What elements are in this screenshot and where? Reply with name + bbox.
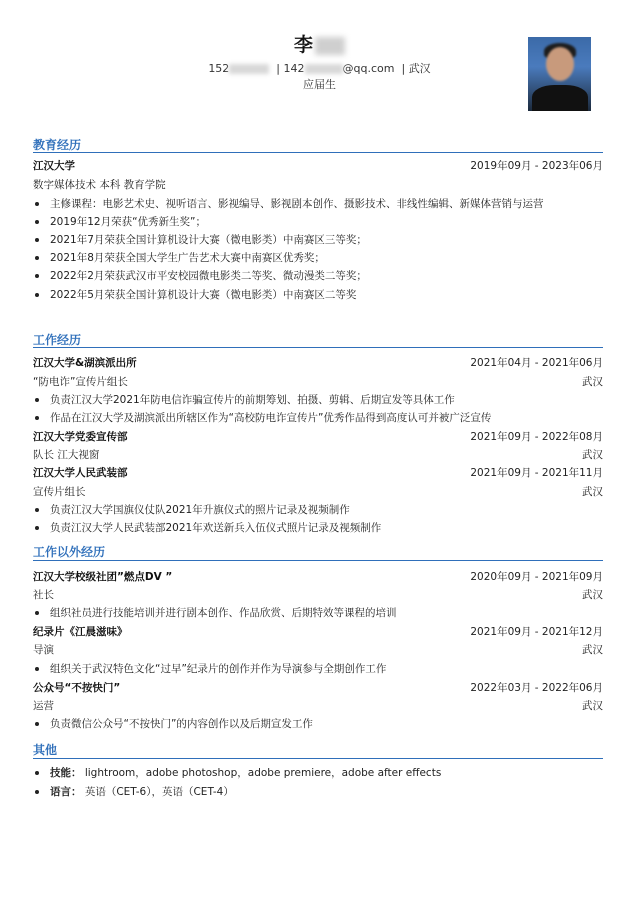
extra-dates: 2021年09月 - 2021年12月 — [470, 626, 603, 638]
status: 应届生 — [303, 78, 336, 91]
list-item: 作品在江汉大学及湖滨派出所辖区作为“高校防电诈宣传片”优秀作品得到高度认可并被广泛宣传 — [33, 411, 491, 425]
bullet-icon — [35, 202, 39, 206]
list-item: 主修课程：电影艺术史、视听语言、影视编导、影视剧本创作、摄影技术、非线性编辑、新媒体营销与运营 — [33, 197, 544, 211]
bullet-icon — [35, 274, 39, 278]
list-item: 2021年7月荣获全国计算机设计大赛（微电影类）中南赛区三等奖； — [33, 233, 367, 247]
redacted-email — [305, 64, 343, 74]
profile-photo — [528, 37, 591, 111]
bullet-icon — [35, 398, 39, 402]
language-value: 英语（CET-6），英语（CET-4） — [84, 786, 234, 798]
bullet-icon — [35, 256, 39, 260]
section-rule — [33, 560, 603, 561]
phone: 152 — [208, 62, 230, 75]
list-item: 2021年8月荣获全国大学生广告艺术大赛中南赛区优秀奖； — [33, 251, 325, 265]
job-city: 武汉 — [582, 376, 603, 388]
job-role: “防电诈”宣传片组长 — [33, 376, 128, 388]
extra-org: 纪录片《江晨滋味》 — [33, 626, 128, 638]
contact-line: 152 | 142 @qq.com | 武汉 — [208, 62, 431, 75]
list-item: 2022年5月荣获全国计算机设计大赛（微电影类）中南赛区二等奖 — [33, 288, 356, 302]
job-dates: 2021年04月 - 2021年06月 — [470, 357, 603, 369]
bullet-icon — [35, 790, 39, 794]
bullet-icon — [35, 508, 39, 512]
language-item — [33, 785, 234, 799]
extra-city: 武汉 — [582, 644, 603, 656]
bullet-icon — [35, 722, 39, 726]
job-role: 队长 江大视窗 — [33, 449, 100, 461]
extra-org: 公众号“不按快门” — [33, 682, 121, 694]
bullet-icon — [35, 611, 39, 615]
extra-dates: 2022年03月 - 2022年06月 — [470, 682, 603, 694]
list-item: 负责江汉大学国旗仪仗队2021年升旗仪式的照片记录及视频制作 — [33, 503, 350, 517]
section-title-extra: 工作以外经历 — [33, 545, 106, 559]
section-rule — [33, 152, 603, 153]
bullet-icon — [35, 416, 39, 420]
list-item: 负责江汉大学人民武装部2021年欢送新兵入伍仪式照片记录及视频制作 — [33, 521, 381, 535]
language-label: 语言： — [50, 786, 82, 798]
job-role: 宣传片组长 — [33, 486, 86, 498]
bullet-icon — [35, 771, 39, 775]
bullet-icon — [35, 667, 39, 671]
redacted-name — [315, 37, 345, 55]
section-rule — [33, 758, 603, 759]
school: 江汉大学 — [33, 160, 75, 172]
bullet-icon — [35, 220, 39, 224]
list-item: 负责江汉大学2021年防电信诈骗宣传片的前期筹划、拍摄、剪辑、后期宣发等具体工作 — [33, 393, 455, 407]
job-city: 武汉 — [582, 486, 603, 498]
job-dates: 2021年09月 - 2022年08月 — [470, 431, 603, 443]
list-item: 组织社员进行技能培训并进行剧本创作、作品欣赏、后期特效等课程的培训 — [33, 606, 397, 620]
email-prefix: 142 — [283, 62, 305, 75]
skills-item — [33, 766, 441, 780]
list-item: 2019年12月荣获“优秀新生奖”； — [33, 215, 206, 229]
job-city: 武汉 — [582, 449, 603, 461]
skills-value: lightroom，adobe photoshop，adobe premiere，adobe after effects — [84, 767, 442, 779]
section-title-other: 其他 — [33, 743, 58, 757]
extra-city: 武汉 — [582, 589, 603, 601]
extra-role: 导演 — [33, 644, 54, 656]
extra-dates: 2020年09月 - 2021年09月 — [470, 571, 603, 583]
section-title-education: 教育经历 — [33, 138, 82, 152]
job-org: 江汉大学&湖滨派出所 — [33, 357, 137, 369]
section-title-work: 工作经历 — [33, 333, 82, 347]
job-dates: 2021年09月 - 2021年11月 — [470, 467, 603, 479]
major: 数字媒体技术 本科 教育学院 — [33, 179, 166, 191]
city: 武汉 — [408, 62, 431, 75]
redacted-phone — [229, 64, 269, 74]
education-dates: 2019年09月 - 2023年06月 — [470, 160, 603, 172]
skills-label: 技能： — [50, 767, 82, 779]
section-rule — [33, 347, 603, 348]
bullet-icon — [35, 293, 39, 297]
job-org: 江汉大学人民武装部 — [33, 467, 128, 479]
extra-city: 武汉 — [582, 700, 603, 712]
list-item: 组织关于武汉特色文化“过早”纪录片的创作并作为导演参与全期创作工作 — [33, 662, 386, 676]
bullet-icon — [35, 526, 39, 530]
job-org: 江汉大学党委宣传部 — [33, 431, 128, 443]
list-item: 2022年2月荣获武汉市平安校园微电影类二等奖、微动漫类二等奖； — [33, 269, 367, 283]
extra-role: 社长 — [33, 589, 54, 601]
extra-org: 江汉大学校级社团”燃点DV ” — [33, 571, 173, 583]
candidate-name: 李 — [0, 30, 639, 57]
extra-role: 运营 — [33, 700, 54, 712]
email-suffix: @qq.com — [342, 62, 395, 75]
bullet-icon — [35, 238, 39, 242]
list-item: 负责微信公众号“不按快门”的内容创作以及后期宣发工作 — [33, 717, 313, 731]
